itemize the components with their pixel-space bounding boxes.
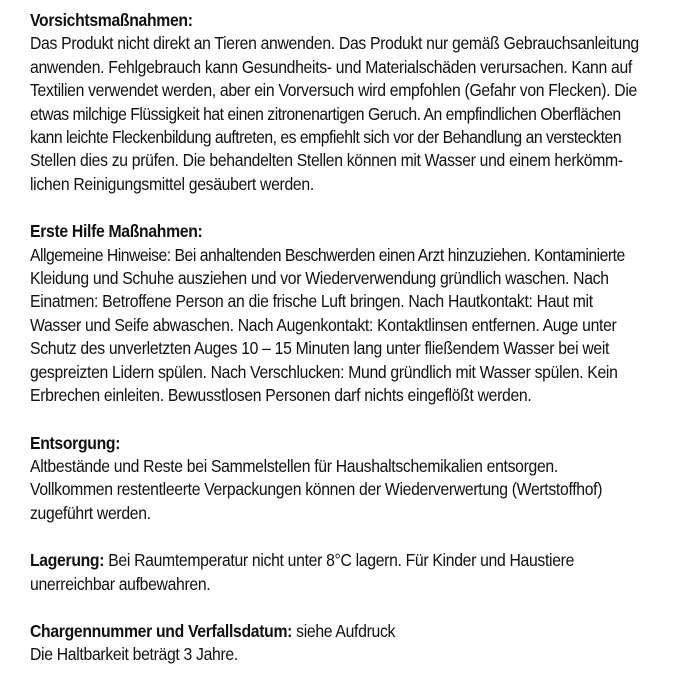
text-line: Das Produkt nicht direkt an Tieren anwenden. Das Produkt nur gemäß Gebrauchsanleitung [30, 33, 639, 54]
text-line: Stellen dies zu prüfen. Die behandelten Stellen können mit Wasser und einem herkömm- [30, 150, 623, 171]
safety-instructions-document [30, 9, 680, 691]
section-heading: Erste Hilfe Maßnahmen: [30, 221, 203, 242]
text-line: lichen Reinigungsmittel gesäubert werden. [30, 173, 314, 194]
text-line: Erbrechen einleiten. Bewusstlosen Personen darf nichts eingeflößt werden. [30, 385, 532, 406]
section-heading: Lagerung: [30, 550, 105, 571]
text-line: gespreizten Lidern spülen. Nach Verschlucken: Mund gründlich mit Wasser spülen. Kein [30, 361, 618, 382]
text-line: Vollkommen restentleerte Verpackungen können der Wiederverwertung (Wertstoffhof) [30, 479, 603, 500]
section-precautions [30, 9, 680, 196]
text-line: zugeführt werden. [30, 502, 151, 523]
text-line: Allgemeine Hinweise: Bei anhaltenden Beschwerden einen Arzt hinzuziehen. Kontaminierte [30, 244, 625, 265]
text-line: Schutz des unverletzten Auges 10 – 15 Minuten lang unter fließendem Wasser bei weit [30, 338, 610, 359]
text-line: Wasser und Seife abwaschen. Nach Augenkontakt: Kontaktlinsen entfernen. Auge unter [30, 314, 617, 335]
text-line: Kleidung und Schuhe ausziehen und vor Wiederverwendung gründlich waschen. Nach [30, 268, 609, 289]
storage-first-line [30, 549, 615, 572]
text-line: Bei Raumtemperatur nicht unter 8°C lagern. Für Kinder und Haustiere [104, 550, 575, 571]
section-heading: Entsorgung: [30, 432, 121, 453]
section-first-aid [30, 220, 680, 407]
batch-first-line [30, 620, 615, 643]
section-batch-expiry [30, 620, 680, 667]
text-line: Altbestände und Reste bei Sammelstellen für Haushaltschemikalien entsorgen. [30, 455, 558, 476]
text-line: Textilien verwendet werden, aber ein Vorversuch wird empfohlen (Gefahr von Flecken). Die [30, 80, 637, 101]
text-line: kann leichte Fleckenbildung auftreten, es empfiehlt sich vor der Behandlung an versteckten [30, 127, 622, 148]
text-line: etwas milchige Flüssigkeit hat einen zitronenartigen Geruch. An empfindlichen Oberflächen [30, 103, 621, 124]
text-line: Einatmen: Betroffene Person an die frische Luft bringen. Nach Hautkontakt: Haut mit [30, 291, 593, 312]
text-line: anwenden. Fehlgebrauch kann Gesundheits- und Materialschäden verursachen. Kann auf [30, 56, 632, 77]
text-line: Die Haltbarkeit beträgt 3 Jahre. [30, 644, 238, 665]
text-line: unerreichbar aufbewahren. [30, 573, 211, 594]
text-line: siehe Aufdruck [292, 620, 396, 641]
section-heading: Chargennummer und Verfallsdatum: [30, 620, 293, 641]
section-disposal [30, 432, 680, 526]
section-storage [30, 549, 680, 596]
section-heading: Vorsichtsmaßnahmen: [30, 10, 193, 30]
